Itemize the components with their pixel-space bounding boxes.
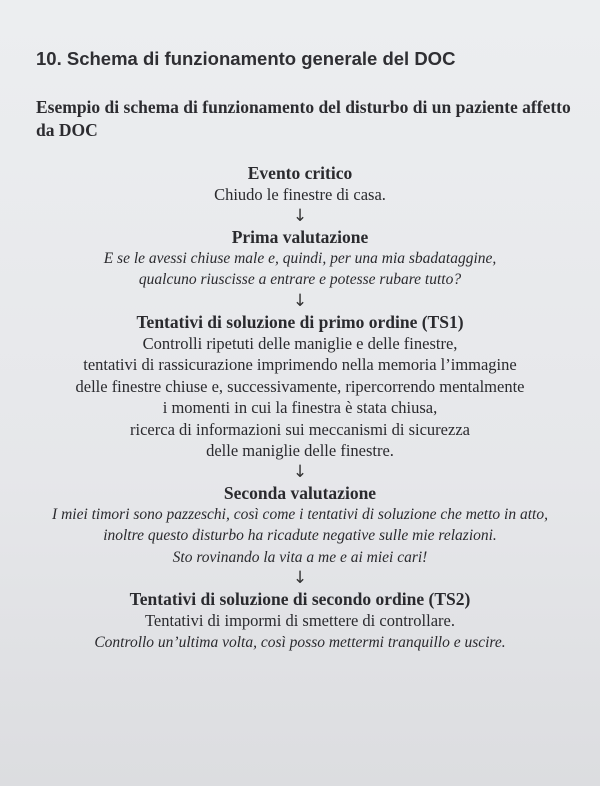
down-arrow-icon: ↓	[292, 461, 308, 482]
block-evento-critico	[0, 162, 600, 206]
text-line: tentativi di rassicurazione imprimendo nella memoria l’immagine	[83, 355, 517, 374]
text-line: Tentativi di impormi di smettere di controllare.	[145, 611, 455, 630]
italic-line: Sto rovinando la vita a me e ai miei cari!	[172, 548, 428, 566]
italic-line: qualcuno riuscisse a entrare e potesse rubare tutto?	[138, 271, 462, 288]
block-ts2	[0, 588, 600, 653]
block-prima-valutazione	[0, 226, 600, 291]
heading-prima-valutazione: Prima valutazione	[231, 226, 369, 247]
down-arrow-icon: ↓	[292, 568, 308, 588]
italic-line: inoltre questo disturbo ha ricadute negative sulle mie relazioni.	[103, 527, 497, 544]
text-line: ricerca di informazioni sui meccanismi di sicurezza	[130, 419, 470, 439]
heading-seconda-valutazione: Seconda valutazione	[223, 482, 377, 503]
text-line: delle finestre chiuse e, successivamente, ripercorrendo mentalmente	[75, 376, 525, 396]
text-line: Controlli ripetuti delle maniglie e delle finestre,	[142, 333, 458, 353]
section-title: 10. Schema di funzionamento generale del DOC	[36, 48, 456, 69]
block-seconda-valutazione	[0, 482, 600, 569]
flow-diagram	[0, 162, 600, 653]
heading-evento-critico: Evento critico	[247, 163, 353, 183]
heading-ts1: Tentativi di soluzione di primo ordine (TS1)	[136, 311, 464, 332]
text-line: Chiudo le finestre di casa.	[214, 185, 386, 204]
italic-line: Controllo un’ultima volta, così posso mettermi tranquillo e uscire.	[94, 633, 506, 651]
text-line: delle maniglie delle finestre.	[206, 441, 394, 460]
down-arrow-icon: ↓	[292, 205, 308, 226]
text-line: i momenti in cui la finestra è stata chiusa,	[162, 398, 438, 417]
example-subtitle: Esempio di schema di funzionamento del disturbo di un paziente affetto da DOC	[36, 97, 571, 140]
block-ts1	[0, 311, 600, 462]
italic-line: E se le avessi chiuse male e, quindi, per una mia sbadataggine,	[103, 249, 497, 267]
down-arrow-icon: ↓	[292, 290, 308, 311]
heading-ts2: Tentativi di soluzione di secondo ordine (TS2)	[129, 589, 471, 609]
italic-line: I miei timori sono pazzeschi, così come i tentativi di soluzione che metto in atto,	[52, 505, 548, 523]
